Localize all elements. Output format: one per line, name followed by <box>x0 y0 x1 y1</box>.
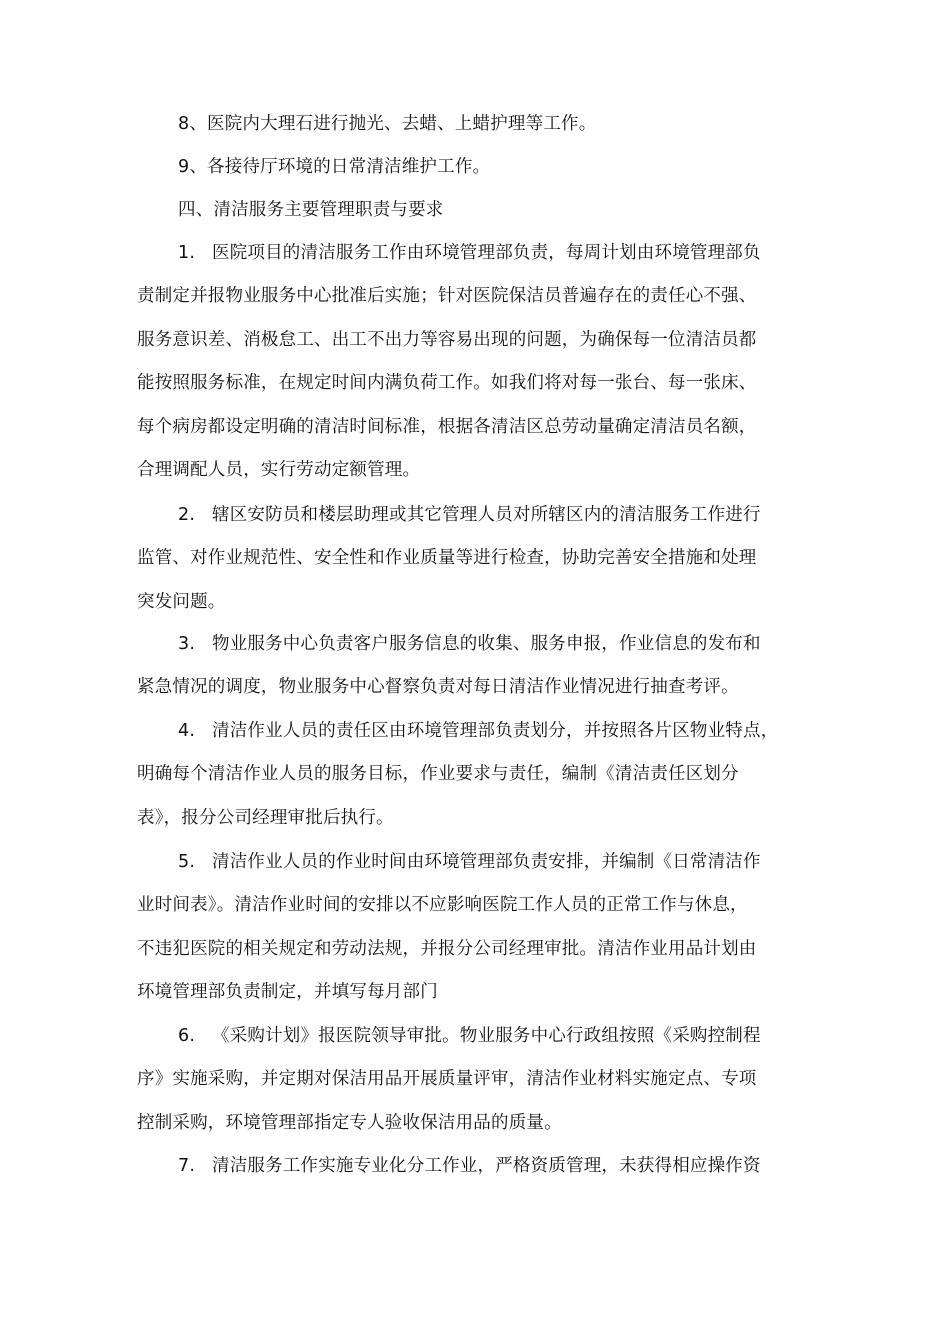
paragraph-line: 能按照服务标准，在规定时间内满负荷工作。如我们将对每一张台、每一张床、 <box>137 373 757 394</box>
paragraph-line: 序》实施采购，并定期对保洁用品开展质量评审，清洁作业材料实施定点、专项 <box>137 1069 757 1090</box>
paragraph-line: 环境管理部负责制定，并填写每月部门 <box>137 982 438 1003</box>
paragraph-line <box>137 623 813 666</box>
paragraph-2 <box>137 494 813 624</box>
paragraph-text: 物业服务中心负责客户服务信息的收集、服务申报，作业信息的发布和 <box>212 634 761 654</box>
paragraph-5 <box>137 841 813 1015</box>
paragraph-number: 3. <box>178 634 196 654</box>
list-item-9: 9、各接待厅环境的日常清洁维护工作。 <box>178 157 491 177</box>
paragraph-3 <box>137 623 813 710</box>
paragraph-line <box>137 841 813 884</box>
paragraph-text: 清洁服务工作实施专业化分工作业，严格资质管理，未获得相应操作资 <box>212 1156 761 1176</box>
paragraph-text: 清洁作业人员的作业时间由环境管理部负责安排，并编制《日常清洁作 <box>212 852 761 872</box>
paragraph-number: 7. <box>178 1156 196 1176</box>
paragraph-line: 表》，报分公司经理审批后执行。 <box>137 807 394 828</box>
paragraph-line: 不违犯医院的相关规定和劳动法规，并报分公司经理审批。清洁作业用品计划由 <box>137 938 757 959</box>
paragraph-line <box>137 710 813 753</box>
paragraph-number: 4. <box>178 721 196 741</box>
paragraph-number: 5. <box>178 852 196 872</box>
paragraph-line: 业时间表》。清洁作业时间的安排以不应影响医院工作人员的正常工作与休息， <box>137 895 748 916</box>
section-heading: 四、清洁服务主要管理职责与要求 <box>178 200 444 220</box>
paragraph-number: 6. <box>178 1026 196 1046</box>
paragraph-line <box>137 1015 813 1058</box>
list-item-8: 8、医院内大理石进行抛光、去蜡、上蜡护理等工作。 <box>178 114 597 134</box>
paragraph-line: 紧急情况的调度，物业服务中心督察负责对每日清洁作业情况进行抽查考评。 <box>137 677 739 698</box>
paragraph-4 <box>137 710 813 840</box>
paragraph-line: 突发问题。 <box>137 591 226 612</box>
paragraph-line: 责制定并报物业服务中心批准后实施；针对医院保洁员普遍存在的责任心不强、 <box>137 286 757 307</box>
paragraph-line: 控制采购，环境管理部指定专人验收保洁用品的质量。 <box>137 1112 562 1133</box>
paragraph-7 <box>137 1145 813 1188</box>
paragraph-text: 《采购计划》报医院领导审批。物业服务中心行政组按照《采购控制程 <box>212 1026 761 1046</box>
paragraph-line: 明确每个清洁作业人员的服务目标，作业要求与责任，编制《清洁责任区划分 <box>137 764 739 785</box>
paragraph-line <box>137 494 813 537</box>
paragraph-number: 1. <box>178 243 196 263</box>
paragraph-text: 清洁作业人员的责任区由环境管理部负责划分，并按照各片区物业特点， <box>212 721 779 741</box>
paragraph-1 <box>137 232 813 492</box>
paragraph-text: 医院项目的清洁服务工作由环境管理部负责，每周计划由环境管理部负 <box>212 243 761 263</box>
paragraph-line: 监管、对作业规范性、安全性和作业质量等进行检查，协助完善安全措施和处理 <box>137 548 757 569</box>
paragraph-line: 合理调配人员，实行劳动定额管理。 <box>137 459 421 480</box>
paragraph-line: 每个病房都设定明确的清洁时间标准，根据各清洁区总劳动量确定清洁员名额， <box>137 416 757 437</box>
paragraph-line <box>137 1145 813 1188</box>
paragraph-number: 2. <box>178 505 196 525</box>
paragraph-line <box>137 232 813 275</box>
paragraph-line: 服务意识差、消极怠工、出工不出力等容易出现的问题，为确保每一位清洁员都 <box>137 329 757 350</box>
paragraph-text: 辖区安防员和楼层助理或其它管理人员对所辖区内的清洁服务工作进行 <box>212 505 761 525</box>
paragraph-6 <box>137 1015 813 1145</box>
